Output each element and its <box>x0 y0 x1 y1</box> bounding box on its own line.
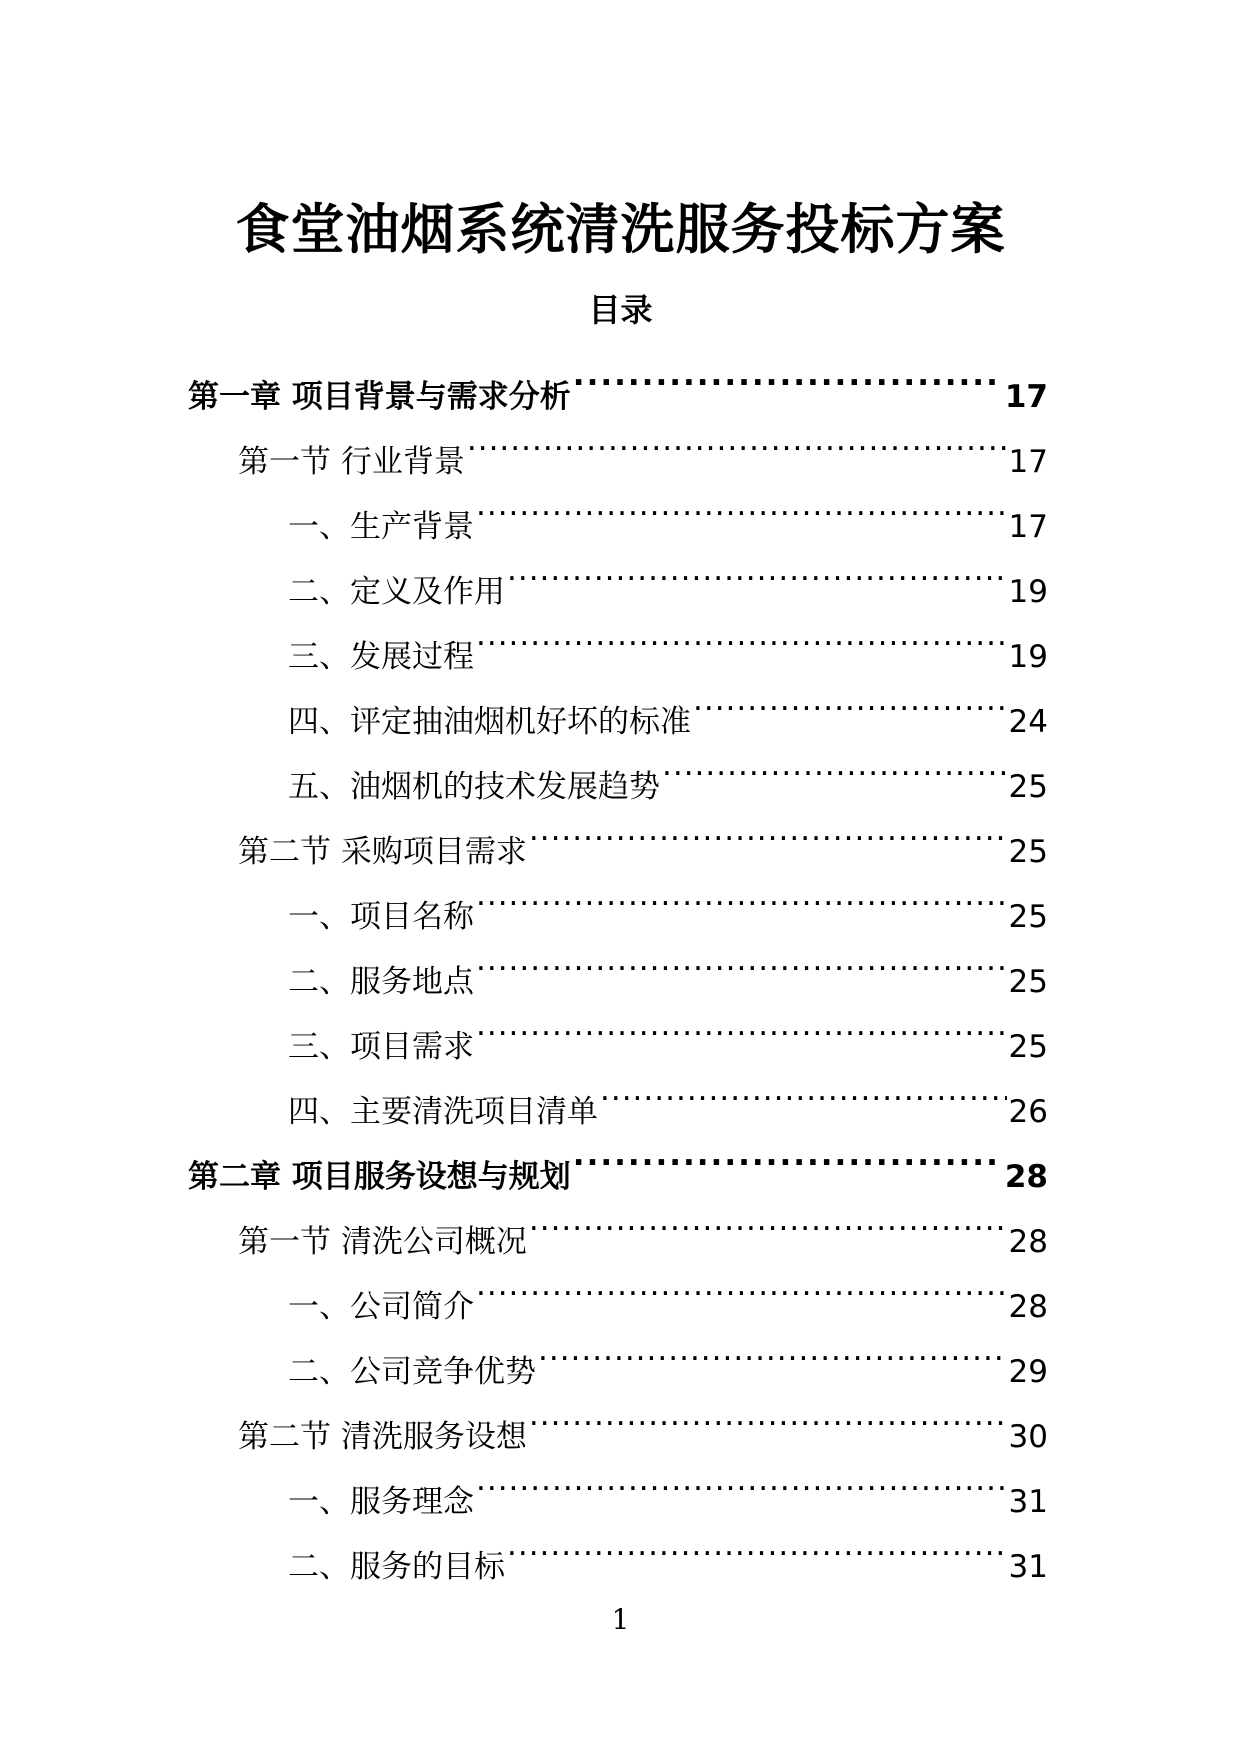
toc-entry-page: 25 <box>1008 834 1048 870</box>
toc-leader-dots <box>662 732 1007 797</box>
toc-entry-label: 二、服务的目标 <box>288 1549 505 1585</box>
toc-entry-page: 19 <box>1008 574 1048 610</box>
toc-entry-page: 26 <box>1008 1094 1048 1130</box>
toc-entry-page: 25 <box>1008 899 1048 935</box>
table-of-contents <box>188 342 1048 1585</box>
toc-leader-dots <box>573 1122 1003 1187</box>
toc-entry-label: 一、服务理念 <box>288 1484 474 1520</box>
toc-entry-page: 31 <box>1008 1549 1048 1585</box>
toc-heading: 目录 <box>588 291 653 329</box>
toc-leader-dots <box>476 992 1007 1057</box>
toc-entry-chapter[interactable] <box>188 342 1048 415</box>
toc-entry-label: 第二节 采购项目需求 <box>238 834 527 870</box>
toc-entry-label: 二、定义及作用 <box>288 574 505 610</box>
toc-entry-page: 17 <box>1008 509 1048 545</box>
toc-entry-page: 17 <box>1008 444 1048 480</box>
toc-leader-dots <box>573 342 1003 407</box>
toc-entry-page: 28 <box>1008 1224 1048 1260</box>
toc-entry-label: 第一节 清洗公司概况 <box>238 1224 527 1260</box>
toc-entry-label: 第一节 行业背景 <box>238 444 465 480</box>
toc-entry-label: 五、油烟机的技术发展趋势 <box>288 769 660 805</box>
toc-entry-label: 三、发展过程 <box>288 639 474 675</box>
toc-leader-dots <box>507 537 1007 602</box>
toc-entry-label: 一、生产背景 <box>288 509 474 545</box>
toc-entry-label: 第二节 清洗服务设想 <box>238 1419 527 1455</box>
toc-entry-page: 30 <box>1008 1419 1048 1455</box>
toc-entry-page: 25 <box>1008 964 1048 1000</box>
toc-leader-dots <box>476 927 1007 992</box>
toc-leader-dots <box>529 1187 1007 1252</box>
toc-leader-dots <box>476 862 1007 927</box>
toc-entry-label: 四、评定抽油烟机好坏的标准 <box>288 704 691 740</box>
toc-entry-page: 29 <box>1008 1354 1048 1390</box>
toc-entry-label: 一、公司简介 <box>288 1289 474 1325</box>
toc-entry-label: 一、项目名称 <box>288 899 474 935</box>
toc-entry-label: 三、项目需求 <box>288 1029 474 1065</box>
toc-leader-dots <box>693 667 1007 732</box>
document-title: 食堂油烟系统清洗服务投标方案 <box>235 198 1006 261</box>
toc-leader-dots <box>529 1382 1007 1447</box>
toc-entry-page: 17 <box>1004 379 1048 415</box>
toc-leader-dots <box>476 602 1007 667</box>
toc-leader-dots <box>538 1317 1007 1382</box>
toc-leader-dots <box>507 1512 1007 1577</box>
toc-entry-page: 25 <box>1008 769 1048 805</box>
toc-leader-dots <box>467 407 1007 472</box>
toc-leader-dots <box>476 472 1007 537</box>
toc-entry-label: 四、主要清洗项目清单 <box>288 1094 598 1130</box>
toc-leader-dots <box>529 797 1007 862</box>
page-number: 1 <box>611 1603 630 1636</box>
toc-entry-page: 28 <box>1004 1159 1048 1195</box>
toc-leader-dots <box>476 1447 1007 1512</box>
toc-entry-page: 24 <box>1008 704 1048 740</box>
toc-entry-page: 28 <box>1008 1289 1048 1325</box>
toc-entry-label: 第一章 项目背景与需求分析 <box>188 379 571 415</box>
toc-leader-dots <box>600 1057 1007 1122</box>
toc-entry-page: 25 <box>1008 1029 1048 1065</box>
toc-entry-label: 二、公司竞争优势 <box>288 1354 536 1390</box>
toc-entry-page: 19 <box>1008 639 1048 675</box>
toc-entry-label: 第二章 项目服务设想与规划 <box>188 1159 571 1195</box>
toc-entry-label: 二、服务地点 <box>288 964 474 1000</box>
toc-leader-dots <box>476 1252 1007 1317</box>
toc-entry-page: 31 <box>1008 1484 1048 1520</box>
